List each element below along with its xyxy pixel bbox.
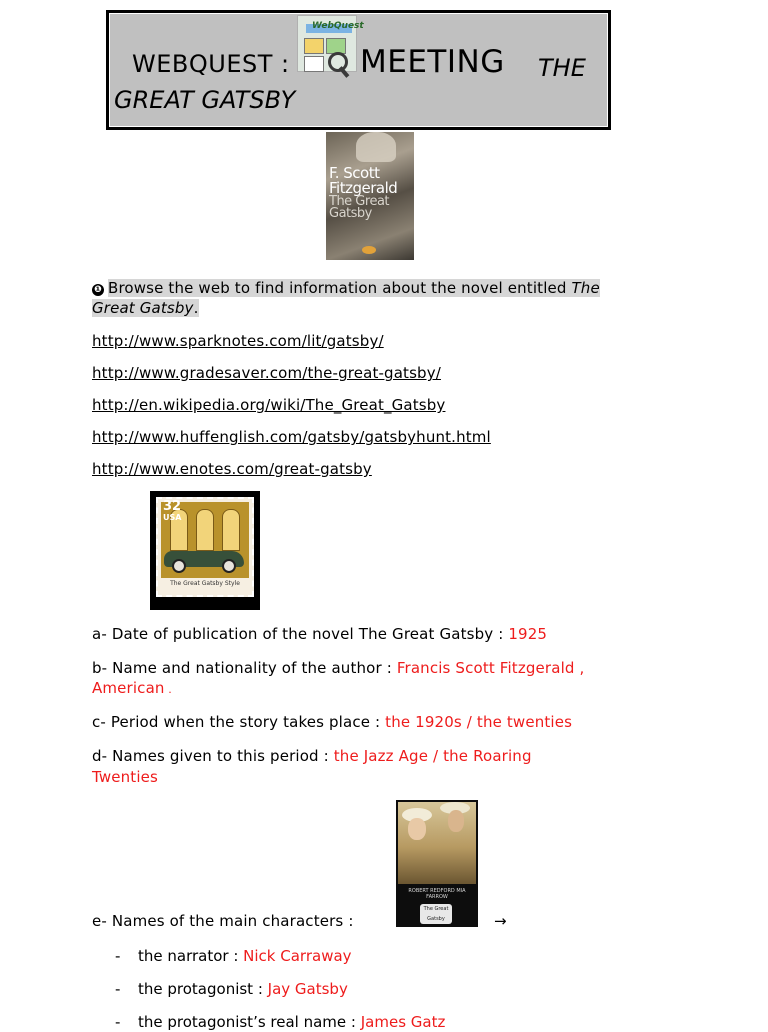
answer-d-line1: the Jazz Age / the Roaring	[333, 747, 532, 765]
question-label: b- Name and nationality of the author :	[92, 659, 397, 677]
link-sparknotes[interactable]: http://www.sparknotes.com/lit/gatsby/	[92, 332, 384, 350]
title-meeting: MEETING	[360, 44, 505, 80]
question-label: a- Date of publication of the novel The Great Gatsby :	[92, 625, 509, 643]
cover-author	[329, 166, 397, 196]
number-one-icon: ❶	[92, 284, 104, 296]
stamp-value: 32	[163, 499, 182, 514]
answer-b-end: .	[164, 683, 172, 696]
link-enotes[interactable]: http://www.enotes.com/great-gatsby	[92, 460, 372, 478]
answer-d-line2: Twenties	[92, 768, 158, 786]
question-e	[92, 911, 354, 931]
cover-author-line: Fitzgerald	[329, 179, 398, 197]
intro-text-part: Browse the web to find information about the novel entitled	[108, 279, 572, 297]
answer-c: the 1920s / the twenties	[385, 713, 573, 731]
intro-text-end: .	[193, 299, 199, 317]
link-wikipedia[interactable]: http://en.wikipedia.org/wiki/The_Great_Gatsby	[92, 396, 446, 414]
intro-italic-title: The	[571, 279, 600, 297]
stamp-wheel	[222, 559, 236, 573]
question-label: d- Names given to this period :	[92, 747, 334, 765]
link-huffenglish[interactable]: http://www.huffenglish.com/gatsby/gatsbyhunt.html	[92, 428, 491, 446]
poster-credits: ROBERT REDFORD MIA FARROW	[408, 888, 466, 900]
character-role: the protagonist’s real name :	[138, 1013, 361, 1031]
character-name: Jay Gatsby	[267, 980, 348, 998]
logo-text: WebQuest	[312, 21, 364, 31]
intro-italic-title: Great Gatsby	[92, 299, 194, 317]
character-name: James Gatz	[360, 1013, 446, 1031]
stamp-window	[222, 509, 240, 551]
cover-title-line: The Great	[329, 194, 390, 209]
list-dash: -	[115, 980, 121, 998]
list-dash: -	[115, 1013, 121, 1031]
stamp-wheel	[172, 559, 186, 573]
poster-logo: The Great Gatsby	[420, 904, 452, 924]
character-role: the protagonist :	[138, 980, 268, 998]
character-protagonist	[138, 979, 348, 999]
answer-b-line1: Francis Scott Fitzgerald ,	[396, 659, 585, 677]
cover-title	[329, 196, 389, 220]
stamp-window	[196, 509, 214, 551]
character-narrator	[138, 946, 352, 966]
intro-text-cont	[92, 299, 199, 317]
right-arrow-icon: →	[494, 912, 507, 930]
intro-text	[108, 279, 600, 297]
cover-author-line: F. Scott	[329, 164, 380, 182]
gatsby-stamp-image	[150, 491, 260, 610]
logo-window	[304, 38, 324, 54]
title-great-gatsby: GREAT GATSBY	[114, 86, 296, 114]
answer-b-line2: American	[92, 679, 165, 697]
title-the: THE	[538, 54, 586, 82]
character-real-name	[138, 1012, 445, 1032]
question-c	[92, 712, 572, 732]
question-label: c- Period when the story takes place :	[92, 713, 386, 731]
cover-title-line: Gatsby	[329, 206, 372, 221]
penguin-logo	[362, 246, 376, 254]
character-name: Nick Carraway	[243, 947, 352, 965]
question-a	[92, 624, 547, 644]
question-b	[92, 658, 584, 678]
title-prefix: WEBQUEST :	[132, 50, 290, 78]
stamp-caption: The Great Gatsby Style	[170, 580, 240, 587]
book-cover-image	[326, 132, 414, 260]
question-b-cont	[92, 678, 172, 700]
question-d-cont	[92, 767, 158, 787]
stamp-country: USA	[163, 513, 182, 522]
question-d	[92, 746, 532, 766]
poster-face	[408, 818, 426, 840]
logo-window	[304, 56, 324, 72]
cover-figure	[356, 132, 396, 162]
answer-a: 1925	[508, 625, 548, 643]
list-dash: -	[115, 947, 121, 965]
question-label: e- Names of the main characters :	[92, 912, 354, 930]
poster-face	[448, 810, 464, 832]
link-gradesaver[interactable]: http://www.gradesaver.com/the-great-gatsby/	[92, 364, 441, 382]
character-role: the narrator :	[138, 947, 244, 965]
webquest-logo	[297, 15, 364, 72]
intro-line-1	[92, 278, 600, 298]
intro-line-2	[92, 298, 199, 318]
movie-poster-image	[396, 800, 478, 927]
stamp	[156, 497, 254, 597]
